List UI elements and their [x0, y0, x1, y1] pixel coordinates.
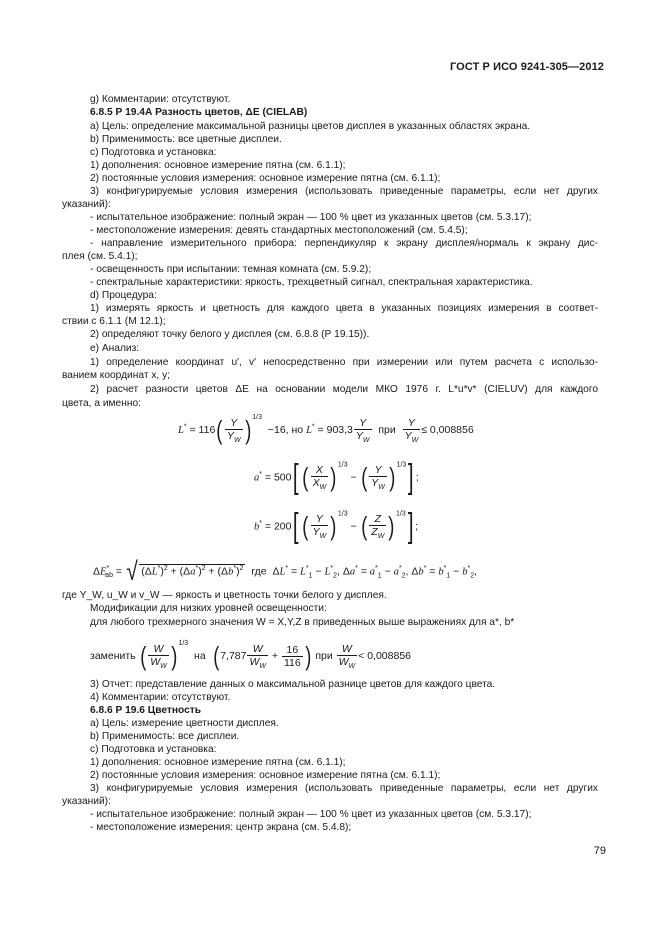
text-line: b) Применимость: все цветные дисплеи.: [90, 134, 282, 145]
formula-token: 7,787: [220, 650, 247, 662]
text-line: 1) дополнения: основное измерение пятна (см. 6.1.1);: [90, 160, 346, 171]
text-line: указаний):: [62, 796, 111, 807]
formula-token: 903,3: [326, 424, 353, 436]
text-line: плея (см. 5.4.1);: [62, 251, 138, 262]
section-heading: 6.8.6 Р 19.6 Цветность: [90, 705, 202, 716]
formula-token: заменить: [90, 650, 136, 662]
formula-token: 500: [273, 471, 292, 484]
text-line: где Y_W, u_W и v_W — яркость и цветность точки белого у дисплея.: [62, 590, 387, 601]
text-line: - местоположение измерения: центр экрана (см. 5.4.8);: [90, 822, 352, 833]
text-line: 3) Отчет: представление данных о максимальной разнице цветов для каждого цвета.: [90, 679, 496, 690]
text-line: ствии с 6.1.1 (М 12.1);: [62, 316, 166, 327]
text-line: указаний):: [62, 199, 111, 210]
text-line: c) Подготовка и установка:: [90, 147, 217, 158]
text-line: a) Цель: измерение цветности дисплея.: [90, 718, 279, 729]
text-line: 4) Комментарии: отсутствуют.: [90, 692, 231, 703]
text-line: ванием координат x, y;: [62, 370, 170, 381]
formula-replacement: заменить ( $\frac{W}{W_W}$ )$^{1/3}$ на (7,787 $\frac{W}{W_W}$ + $\frac{16}{116}$ ) при $\frac{W}{W_W}$ < 0,008856: [90, 640, 411, 671]
text-line: d) Процедура:: [90, 290, 157, 301]
formula-token: 200: [273, 520, 292, 533]
text-line: 1) измерять яркость и цветность для каждого цвета в указанных позициях измерения в соответ-: [90, 303, 598, 314]
formula-delta-e: $\Delta E^*_{ab}$ = √ $(\Delta L^*)^2 + (\Delta a^*)^2 + (\Delta b^*)^2$ где $\Delta L^* = L^*_1 - L^*_2$, $\Delta a^* = a^*_1 - a^*_2$, $\Delta b^* = b^*_1 - b^*_2$,: [93, 556, 478, 586]
text-line: - испытательное изображение: полный экран — 100 % цвет из указанных цветов (см. 5.3.17);: [90, 809, 532, 820]
text-line: - спектральные характеристики: яркость, трехцветный сигнал, спектральная характеристика.: [90, 277, 533, 288]
text-line: 3) конфигурируемые условия измерения (использовать приведенные параметры, если нет других: [90, 783, 598, 794]
text-line: 3) конфигурируемые условия измерения (использовать приведенные параметры, если нет других: [90, 186, 598, 197]
formula-token: −16: [267, 424, 286, 436]
formula-a-star: a* = 500[ ( $\frac{X}{X_W}$ )$^{1/3}$ − ( $\frac{Y}{Y_W}$ )$^{1/3}$] ;: [254, 458, 419, 496]
formula-token: ≤ 0,008856: [421, 424, 474, 436]
section-heading: 6.8.5 Р 19.4А Разность цветов, ΔE (CIELAB): [90, 107, 308, 118]
formula-l-star: L* = 116( $\frac{Y}{Y_W}$ )$^{1/3}$ −16, но L* = 903,3 $\frac{Y}{Y_W}$ при $\frac{Y}{Y_W}$ ≤ 0,008856: [178, 414, 474, 445]
text-line: 1) дополнения: основное измерение пятна (см. 6.1.1);: [90, 757, 346, 768]
page-number: 79: [593, 845, 606, 857]
formula-token: при: [315, 650, 333, 662]
text-line: e) Анализ:: [90, 343, 140, 354]
formula-token: при: [378, 424, 396, 436]
document-header: ГОСТ Р ИСО 9241-305—2012: [449, 61, 604, 73]
formula-token: , но: [285, 424, 304, 436]
formula-token: где: [251, 565, 267, 578]
text-line: 2) определяют точку белого у дисплея (см. 6.8.8 (Р 19.15)).: [90, 329, 370, 340]
formula-b-star: b* = 200[ ( $\frac{Y}{Y_W}$ )$^{1/3}$ − ( $\frac{Z}{Z_W}$ )$^{1/3}$] ;: [254, 507, 419, 545]
text-line: a) Цель: определение максимальной разницы цветов дисплея в указанных областях экрана.: [90, 121, 531, 132]
text-line: Модификации для низких уровней освещенности:: [90, 603, 327, 614]
text-line: 2) расчет разности цветов ΔE на основании модели МКО 1976 г. L*u*v* (CIELUV) для каждого: [90, 384, 598, 395]
text-line: 2) постоянные условия измерения: основное измерение пятна (см. 6.1.1);: [90, 173, 441, 184]
formula-token: 116: [198, 424, 216, 436]
text-line: - испытательное изображение: полный экран — 100 % цвет из указанных цветов (см. 5.3.17);: [90, 212, 532, 223]
text-line: для любого трехмерного значения W = X,Y,Z в приведенных выше выражениях для a*, b*: [90, 617, 515, 628]
text-line: c) Подготовка и установка:: [90, 744, 217, 755]
text-line: 1) определение координат u′, v′ непосредственно при измерении или путем расчета с использо-: [90, 357, 598, 368]
formula-token: 16: [286, 643, 299, 656]
text-line: - освещенность при испытании: темная комната (см. 5.9.2);: [90, 264, 372, 275]
text-line: g) Комментарии: отсутствуют.: [90, 94, 231, 105]
text-line: 2) постоянные условия измерения: основное измерение пятна (см. 6.1.1);: [90, 770, 441, 781]
formula-token: < 0,008856: [358, 650, 411, 662]
formula-token: на: [194, 650, 206, 662]
text-line: - направление измерительного прибора: перпендикуляр к экрану дисплея/нормаль к экрану дис-: [90, 238, 598, 249]
text-line: b) Применимость: все дисплеи.: [90, 731, 240, 742]
text-line: - местоположение измерения: девять стандартных местоположений (см. 5.4.5);: [90, 225, 468, 236]
text-line: цвета, а именно:: [62, 398, 141, 409]
